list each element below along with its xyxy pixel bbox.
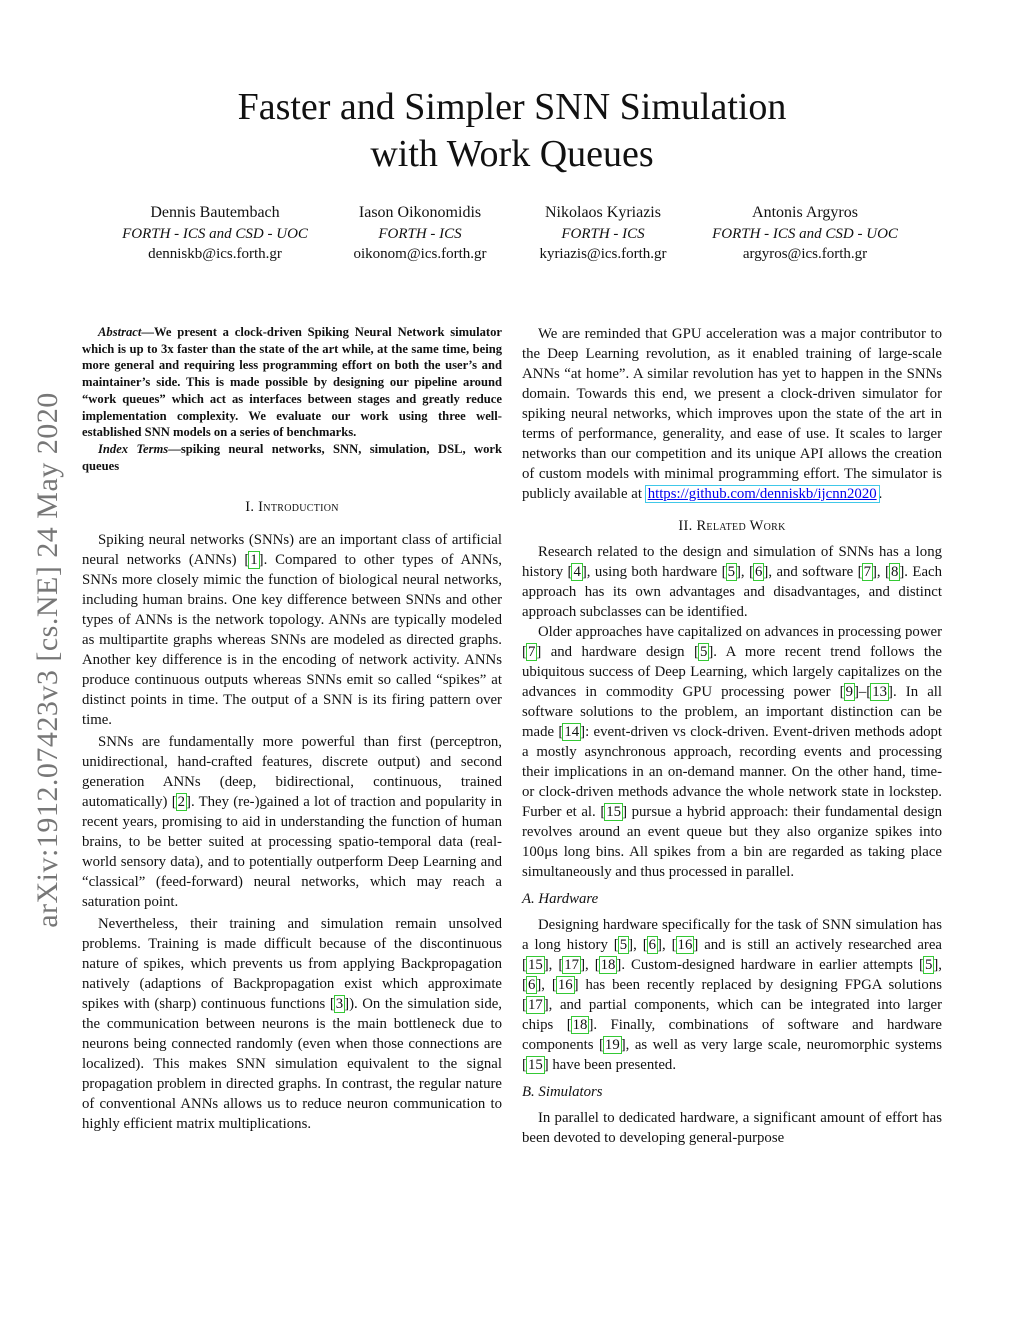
citation-link[interactable]: 4 — [573, 564, 581, 580]
abstract-text: —We present a clock-driven Spiking Neural Network simulator which is up to 3x faster than the state of the art while, at the same time, being more general and requiring less programming effort on both the user’s and maintainer’s side. This is made possible by designing our pipeline around “work queues” which act as interfaces between stages and greatly reduce implementation complexity. We evaluate our work using three well-established SNN models on a series of benchmarks. — [82, 325, 502, 440]
citation-link[interactable]: 16 — [677, 937, 693, 953]
paper-title — [0, 84, 1024, 178]
title-line-1: Faster and Simpler SNN Simulation — [237, 86, 787, 128]
citation-link[interactable]: 6 — [648, 937, 657, 953]
intro-paragraph: Spiking neural networks (SNNs) are an important class of artificial neural networks (ANNs) [1]. Compared to other types of ANNs, SNNs more closely mimic the function of biological neural networks, including human brains. One key difference between SNNs and other types of ANNs is the network topology. ANNs are typically modeled as multipartite graphs whereas SNNs are modeled as directed graphs. Another key difference is in the encoding of network activity. ANNs produce continuous outputs whereas SNNs emit so called “spikes” at distinct points in time. The output of a SNN is its firing pattern over time. — [82, 532, 502, 729]
intro-paragraph: SNNs are fundamentally more powerful than first (perceptron, unidirectional, hand-crafted features, discrete output) and second generation ANNs (deep, bidirectional, continuous, trained automatically) [2]. They (re-)gained a lot of traction and popularity in recent years, promising to aid in understanding the function of human brains, to be better suited at processing spatio-temporal data (real-world sensory data), and to potentially outperform Deep Learning and “classical” (feed-forward) neural networks, which may reach a saturation point. — [82, 734, 502, 911]
citation-link[interactable]: 15 — [527, 1057, 543, 1073]
author-affiliation: FORTH - ICS and CSD - UOC — [122, 225, 308, 242]
citation-link[interactable]: 5 — [619, 937, 628, 953]
related-paragraph: Research related to the design and simulation of SNNs has a long history [4], using both hardware [5], [6], and software [7], [8]. Each approach has its own advantages and disadvantages, and distinct approach subclasses can be identified. — [522, 544, 943, 620]
citation-link[interactable]: 6 — [754, 564, 763, 580]
citation-link[interactable]: 13 — [872, 684, 888, 700]
author-email: oikonom@ics.forth.gr — [353, 246, 487, 262]
citation-link[interactable]: 18 — [600, 957, 616, 973]
abstract — [82, 324, 502, 441]
title-line-2: with Work Queues — [370, 133, 654, 175]
author-1 — [100, 203, 330, 265]
index-terms-text: —spiking neural networks, SNN, simulation, DSL, work queues — [82, 441, 502, 473]
citation-link[interactable]: 2 — [177, 794, 186, 811]
author-name: Antonis Argyros — [752, 204, 858, 221]
citation-link[interactable]: 9 — [845, 684, 853, 700]
citation-link[interactable]: 1 — [250, 552, 258, 569]
citation-link[interactable]: 7 — [527, 644, 536, 660]
arxiv-identifier-text: arXiv:1912.07423v3 [cs.NE] 24 May 2020 — [31, 392, 64, 928]
right-column — [522, 324, 942, 1148]
hardware-paragraph: Designing hardware specifically for the task of SNN simulation has a long history [5], [6], [16] and is still an actively researched area [15], [17], [18]. Custom-designed hardware in earlier attempts [5], [6], [16] has been recently replaced by designing FPGA solutions [17], and partial components, which can be integrated into larger chips [18]. Finally, combinations of software and hardware components [19], as well as very large scale, neuromorphic systems [15] have been presented. — [522, 917, 942, 1073]
section-heading-related-work: II. Related Work — [678, 518, 786, 534]
citation-link[interactable]: 5 — [699, 644, 708, 660]
index-terms — [82, 441, 502, 474]
subsection-heading-hardware: A. Hardware — [522, 891, 599, 907]
citation-link[interactable]: 6 — [527, 977, 536, 993]
author-affiliation: FORTH - ICS — [378, 225, 462, 242]
citation-link[interactable]: 8 — [890, 564, 899, 580]
citation-link[interactable]: 17 — [564, 957, 580, 973]
citation-link[interactable]: 15 — [606, 804, 622, 820]
intro-continued-paragraph — [522, 324, 942, 504]
author-3 — [508, 203, 698, 265]
citation-link[interactable]: 16 — [557, 977, 573, 993]
related-paragraph: Older approaches have capitalized on advances in processing power [7] and hardware design [5]. A more recent trend follows the ubiquitous success of Deep Learning, which largely capitalizes on the advances in commodity GPU processing power [9]–[13]. In all software solutions to the problem, an important distinction can be made [14]: event-driven vs clock-driven. Event-driven methods adopt a mostly asynchronous approach, recording events and processing their implications in an on-demand manner. On the other hand, time- or clock-driven methods advance the whole network state in lockstep. Furber et al. [15] pursue a hybrid approach: their fundamental design revolves around an event queue but they also organize spikes into 100μs long bins. All spikes from a bin are regarded as taking place simultaneously and thus processed in parallel. — [522, 624, 942, 880]
citation-link[interactable]: 18 — [572, 1017, 588, 1033]
citation-link[interactable]: 19 — [604, 1037, 620, 1053]
author-name: Iason Oikonomidis — [358, 204, 482, 221]
author-name: Nikolaos Kyriazis — [545, 204, 661, 221]
citation-link[interactable]: 5 — [727, 564, 735, 580]
intro-paragraph: Nevertheless, their training and simulation remain unsolved problems. Training is made difficult because of the discontinuous nature of spikes, which prevents us from applying Backpropagation natively (adaptions of Backpropagation exist which approximate spikes with (sharp) continuous functions [3]). On the simulation side, the communication between neurons is the main bottleneck due to neurons being connected randomly (even when those connections are localized). This makes SNN simulation equivalent to the signal propagation problem in directed graphs. In contrast, the regular nature of conventional ANNs allows us to reduce neuron communication to highly efficient matrix multiplications. — [82, 916, 502, 1133]
citation-link[interactable]: 3 — [335, 996, 344, 1013]
author-email: kyriazis@ics.forth.gr — [539, 246, 667, 262]
author-4 — [690, 203, 920, 265]
author-name: Dennis Bautembach — [150, 204, 280, 221]
author-affiliation: FORTH - ICS and CSD - UOC — [712, 225, 898, 242]
subsection-heading-simulators: B. Simulators — [522, 1084, 603, 1100]
intro-continued-text: We are reminded that GPU acceleration was a major contributor to the Deep Learning revolution, as it enabled training of large-scale ANNs “at home”. A similar revolution has yet to happen in the SNNs domain. Towards this end, we present a clock-driven simulator for spiking neural networks, which improves upon the state of the art in terms of performance, generality, and ease of use. It scales to larger networks than our competition and its unique API allows the creation of custom models with minimal programming effort. The simulator is publicly available at — [522, 326, 942, 502]
citation-link[interactable]: 5 — [924, 957, 933, 973]
citation-link[interactable]: 14 — [564, 724, 580, 740]
github-repo-link[interactable]: https://github.com/denniskb/ijcnn2020 — [647, 486, 877, 502]
author-affiliation: FORTH - ICS — [561, 225, 645, 242]
citation-link[interactable]: 17 — [527, 997, 543, 1013]
sentence-end: . — [878, 486, 883, 502]
author-block — [0, 203, 1024, 273]
author-email: denniskb@ics.forth.gr — [148, 246, 282, 262]
abstract-lead: Abstract — [98, 325, 142, 339]
citation-link[interactable]: 15 — [527, 957, 543, 973]
citation-link[interactable]: 7 — [863, 564, 871, 580]
author-email: argyros@ics.forth.gr — [742, 246, 868, 262]
simulators-paragraph: In parallel to dedicated hardware, a significant amount of effort has been devoted to developing general-purpose — [522, 1110, 942, 1146]
author-2 — [325, 203, 515, 265]
index-terms-lead: Index Terms — [98, 441, 169, 456]
section-heading-introduction: I. Introduction — [245, 499, 339, 516]
arxiv-identifier — [28, 340, 68, 980]
left-column — [82, 324, 502, 1134]
